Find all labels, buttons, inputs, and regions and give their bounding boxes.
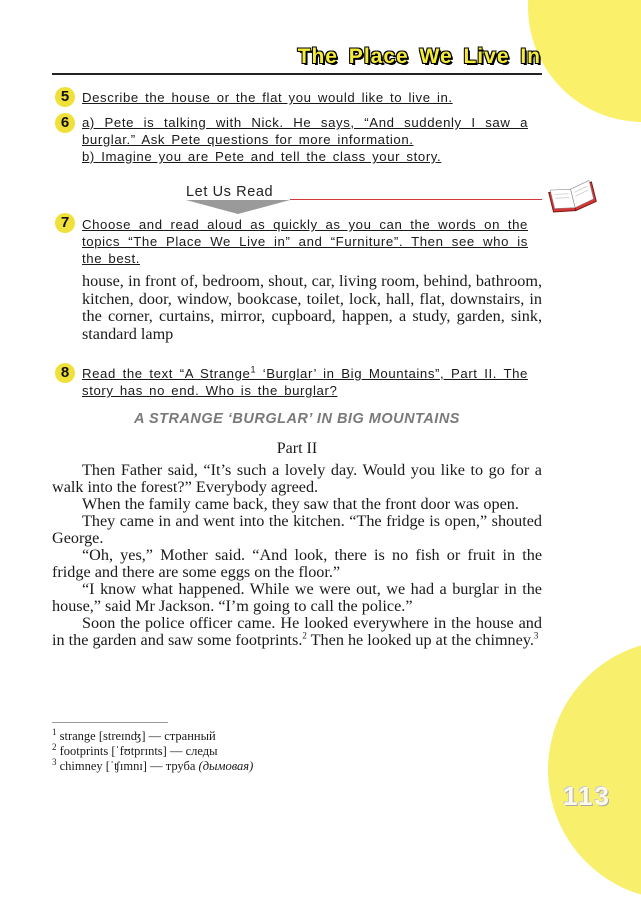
open-book-icon [546, 175, 598, 215]
exercise-6-task-b: b) Imagine you are Pete and tell the class your story. [82, 149, 442, 164]
story-paragraph: Then Father said, “It’s such a lovely day. Would you like to go for a walk into the forest?” Everybody agreed. [52, 461, 542, 496]
story-paragraph: “I know what happened. While we were out, we had a burglar in the house,” said Mr Jackson. “I’m going to call the police.” [52, 580, 542, 615]
exercise-number-5: 5 [55, 87, 75, 107]
section-rule [290, 199, 542, 200]
story-part: Part II [276, 440, 318, 457]
story-p6-b: Then he looked up at the chimney. [306, 631, 534, 649]
story-paragraph: They came in and went into the kitchen. “The fridge is open,” shouted George. [52, 512, 542, 547]
page-header-title: The Place We Live In [297, 45, 541, 68]
footnote-ref-1: 1 [250, 364, 257, 375]
exercise-8-text-b: ‘Burglar’ in Big Mountains”, Part II. The story has no end. Who is the burglar? [82, 366, 528, 398]
page-number: 113 [563, 781, 611, 811]
corner-decoration-top [528, 0, 641, 122]
section-arrow [186, 200, 290, 214]
exercise-6-task-a: a) Pete is talking with Nick. He says, “And suddenly I saw a burglar.” Ask Pete questions for more information. [82, 115, 528, 147]
story-p6-a: Soon the police officer came. He looked everywhere in the house and in the garden and saw some footprints. [52, 614, 542, 649]
story-paragraph [52, 615, 542, 649]
story-title: A STRANGE ‘BURGLAR’ IN BIG MOUNTAINS [134, 411, 460, 427]
story-paragraph: When the family came back, they saw that the front door was open. [82, 495, 519, 513]
header-rule [52, 73, 542, 75]
section-label-let-us-read: Let Us Read [186, 184, 274, 200]
footnote-2: $^2$ footprints [ˈfʊtprɪnts] — следы [52, 741, 218, 758]
exercise-number-8: 8 [55, 363, 75, 383]
story-text [52, 462, 542, 649]
footnote-rule [52, 722, 168, 723]
exercise-number-6: 6 [55, 113, 75, 133]
footnote-1: $^1$ strange [streɪnʤ] — странный [52, 726, 216, 743]
footnote-3: $^3$ chimney [ˈʧɪmnɪ] — труба (дымовая) [52, 756, 254, 773]
footnote-ref-2: 2 [302, 630, 307, 641]
word-list: house, in front of, bedroom, shout, car, living room, behind, bathroom, kitchen, door, window, bookcase, toilet, lock, hall, flat, downstairs, in the corner, curtains, mirror, cupboard, happen, a study, garden, sink, standard lamp [82, 272, 542, 343]
footnote-ref-3: 3 [533, 630, 539, 641]
exercise-8-text-a: Read the text “A Strange [82, 366, 251, 381]
exercise-5-task: Describe the house or the flat you would like to live in. [82, 90, 453, 105]
corner-decoration-bottom [548, 640, 641, 900]
story-paragraph: “Oh, yes,” Mother said. “And look, there is no fish or fruit in the fridge and there are some eggs on the floor.” [52, 546, 542, 581]
exercise-7-task: Choose and read aloud as quickly as you can the words on the topics “The Place We Live in” and “Furniture”. Then see who is the best. [82, 217, 528, 266]
footnotes [52, 726, 254, 774]
exercise-number-7: 7 [55, 213, 75, 233]
exercise-8-task [82, 365, 528, 399]
